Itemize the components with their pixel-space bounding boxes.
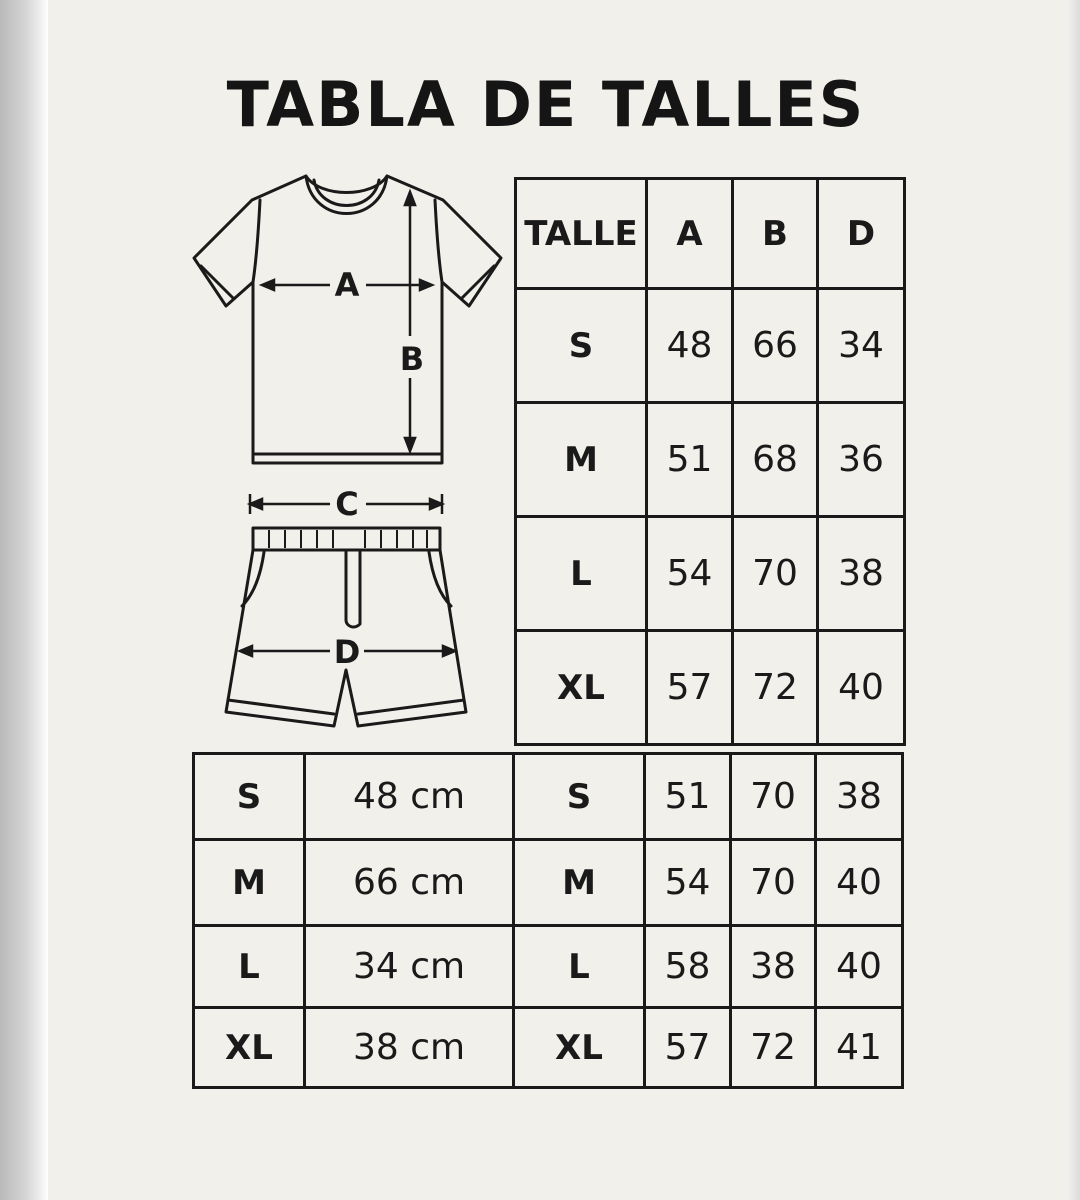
- size-chart-sheet: [48, 0, 1066, 1200]
- value-b-cell: 70: [731, 840, 816, 926]
- header-a: A: [647, 179, 733, 289]
- cm-cell: 38 cm: [305, 1008, 514, 1088]
- value-d-cell: 40: [818, 631, 905, 745]
- size-cell: XL: [194, 1008, 305, 1088]
- table-header-row: [516, 179, 905, 289]
- garment-illustrations: [48, 0, 518, 740]
- value-a-cell: 57: [645, 1008, 731, 1088]
- size-cell-2: XL: [514, 1008, 645, 1088]
- shirt-length-label: B: [399, 340, 425, 378]
- cm-cell: 48 cm: [305, 754, 514, 840]
- value-b-cell: 70: [731, 754, 816, 840]
- size-cell: M: [194, 840, 305, 926]
- table-row: [516, 631, 905, 745]
- value-b-cell: 70: [733, 517, 818, 631]
- shorts-waist-label: C: [335, 485, 359, 523]
- table-row: [516, 403, 905, 517]
- size-cell-2: S: [514, 754, 645, 840]
- cm-cell: 34 cm: [305, 926, 514, 1008]
- value-d-cell: 41: [816, 1008, 903, 1088]
- shirt-width-label: A: [334, 266, 360, 304]
- table-row: [194, 754, 903, 840]
- value-a-cell: 54: [645, 840, 731, 926]
- bottom-size-table: [192, 752, 904, 1089]
- value-d-cell: 36: [818, 403, 905, 517]
- main-size-table: [514, 177, 906, 746]
- value-a-cell: 51: [645, 754, 731, 840]
- value-a-cell: 48: [647, 289, 733, 403]
- value-b-cell: 68: [733, 403, 818, 517]
- table-row: [194, 1008, 903, 1088]
- value-d-cell: 40: [816, 926, 903, 1008]
- frame-right-edge: [1066, 0, 1080, 1200]
- size-cell-2: L: [514, 926, 645, 1008]
- size-cell: S: [516, 289, 647, 403]
- header-talle: TALLE: [516, 179, 647, 289]
- value-b-cell: 38: [731, 926, 816, 1008]
- value-a-cell: 54: [647, 517, 733, 631]
- cm-cell: 66 cm: [305, 840, 514, 926]
- value-a-cell: 58: [645, 926, 731, 1008]
- size-cell: L: [516, 517, 647, 631]
- frame-left-edge: [0, 0, 48, 1200]
- size-cell: XL: [516, 631, 647, 745]
- value-b-cell: 72: [733, 631, 818, 745]
- table-row: [194, 840, 903, 926]
- tshirt-outline-icon: [194, 176, 501, 463]
- table-row: [516, 517, 905, 631]
- table-row: [194, 926, 903, 1008]
- value-d-cell: 38: [818, 517, 905, 631]
- shorts-width-label: D: [333, 633, 361, 671]
- value-a-cell: 51: [647, 403, 733, 517]
- size-cell: L: [194, 926, 305, 1008]
- header-d: D: [818, 179, 905, 289]
- value-d-cell: 38: [816, 754, 903, 840]
- header-b: B: [733, 179, 818, 289]
- value-d-cell: 34: [818, 289, 905, 403]
- size-cell: M: [516, 403, 647, 517]
- size-cell: S: [194, 754, 305, 840]
- size-cell-2: M: [514, 840, 645, 926]
- value-d-cell: 40: [816, 840, 903, 926]
- value-b-cell: 72: [731, 1008, 816, 1088]
- page-title: TABLA DE TALLES: [226, 68, 866, 141]
- value-a-cell: 57: [647, 631, 733, 745]
- table-row: [516, 289, 905, 403]
- value-b-cell: 66: [733, 289, 818, 403]
